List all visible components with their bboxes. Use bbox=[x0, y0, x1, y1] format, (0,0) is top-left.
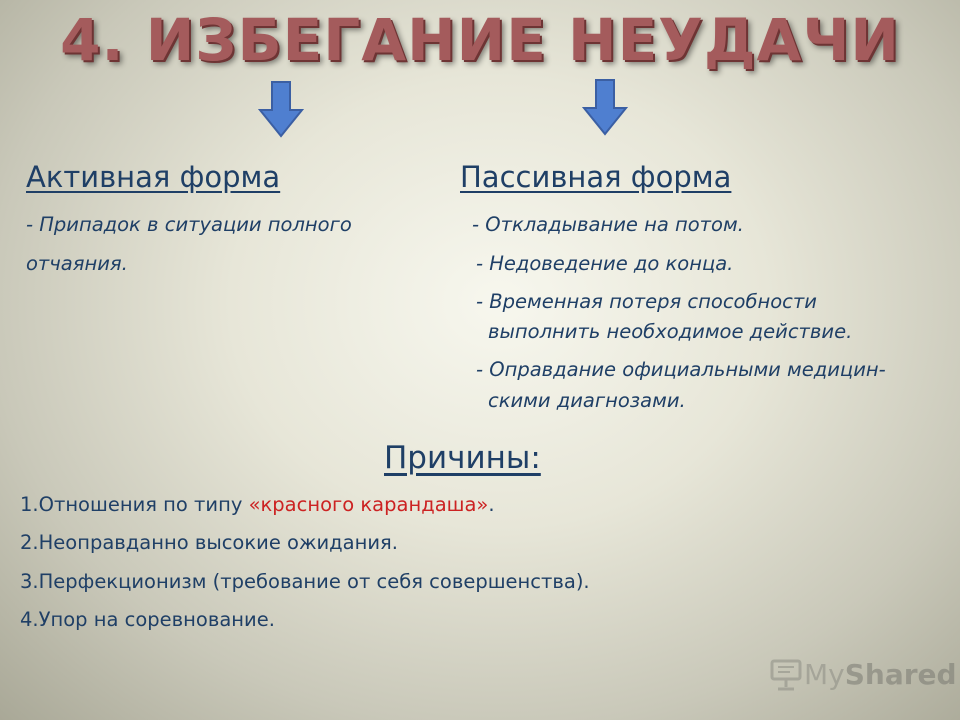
active-item: отчаяния. bbox=[26, 252, 128, 275]
passive-item: - Откладывание на потом. bbox=[472, 213, 744, 236]
reason-item: 3.Перфекционизм (требование от себя совершенства). bbox=[20, 570, 590, 593]
active-form-heading: Активная форма bbox=[26, 160, 281, 194]
myshared-logo bbox=[768, 654, 957, 694]
watermark-text: MyShared bbox=[804, 657, 957, 691]
reason-item: 4.Упор на соревнование. bbox=[20, 608, 275, 631]
passive-item: - Недоведение до конца. bbox=[476, 252, 734, 275]
arrow-down-icon-left bbox=[258, 80, 304, 138]
slide-title: 4. ИЗБЕГАНИЕ НЕУДАЧИ bbox=[60, 6, 900, 74]
passive-item: скими диагнозами. bbox=[488, 389, 686, 412]
red-pencil-highlight: «красного карандаша» bbox=[248, 493, 489, 516]
arrow-down-icon-right bbox=[582, 78, 628, 136]
passive-item: - Оправдание официальными медицин- bbox=[476, 358, 886, 381]
reasons-heading: Причины: bbox=[384, 440, 541, 476]
active-item: - Припадок в ситуации полного bbox=[26, 213, 352, 236]
reason-item: 2.Неоправданно высокие ожидания. bbox=[20, 531, 398, 554]
passive-item: выполнить необходимое действие. bbox=[488, 320, 853, 343]
passive-item: - Временная потеря способности bbox=[476, 290, 817, 313]
presentation-board-icon bbox=[768, 656, 804, 692]
passive-form-heading: Пассивная форма bbox=[460, 160, 732, 194]
reason-item: 1.Отношения по типу «красного карандаша». bbox=[20, 493, 495, 516]
